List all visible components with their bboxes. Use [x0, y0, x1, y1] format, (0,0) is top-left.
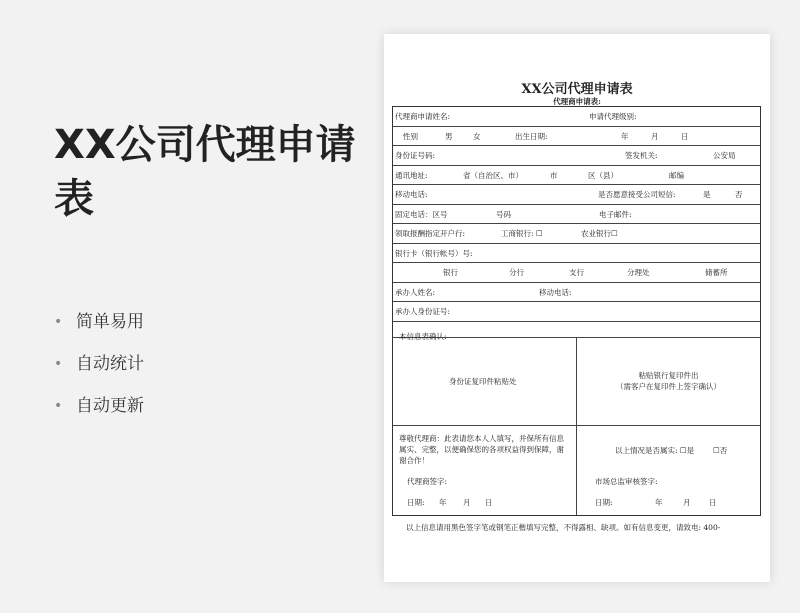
hero-title: XX公司代理申请表 — [54, 122, 356, 222]
bullet-icon: • — [54, 356, 63, 372]
form-row-landline: 固定电话：区号 号码 电子邮件: — [393, 205, 760, 225]
feature-list — [54, 308, 144, 434]
form-row-bank-pick: 领取报酬指定开户行: 工商银行: ☐ 农业银行☐ — [393, 224, 760, 244]
feature-item: • 自动统计 — [54, 350, 144, 392]
footer-note: 以上信息请用黑色签字笔或钢笔正楷填写完整，不得露相、缺项。如有信息变更，请致电: 400- — [406, 523, 721, 532]
form-row-mobile: 移动电话: 是否愿意接受公司短信: 是 否 — [393, 185, 760, 205]
form-row-handler-id: 承办人身份证号: — [393, 302, 760, 322]
bullet-icon: • — [54, 398, 63, 414]
supervisor-signature-block: 以上情况是否属实: ☐是 ☐否 市场总监审核签字: 日期: 年 月 日 — [595, 445, 728, 507]
document-title: XX公司代理申请表 — [521, 82, 633, 97]
form-row-confirm: 本信息表确认: — [393, 322, 760, 338]
agent-signature-block: 尊敬代理商：此表请您本人人填写，并保所有信息属实、完整，以便确保您的各项权益得到保障，谢谢合作！ 代理商签字: 日期: 年 月 日 — [393, 426, 577, 515]
attachment-area — [393, 338, 760, 426]
form-row-card: 银行卡（银行帐号）号: — [393, 244, 760, 264]
bullet-icon: • — [54, 314, 63, 330]
id-copy-area: 身份证复印件粘贴处 — [393, 338, 577, 425]
document-preview — [384, 34, 770, 582]
signature-area — [393, 426, 760, 515]
form-row-name: 代理商申请姓名: 申请代理级别: — [393, 107, 760, 127]
document-subtitle: 代理商申请表: — [553, 97, 601, 106]
application-form — [392, 106, 761, 516]
form-row-gender: 性别 男 女 出生日期: 年 月 日 — [393, 127, 760, 147]
feature-item: • 简单易用 — [54, 308, 144, 350]
form-row-address: 通讯地址: 省（自治区、市） 市 区（县） 邮编 — [393, 166, 760, 186]
form-row-id: 身份证号码: 签发机关: 公安局 — [393, 146, 760, 166]
form-row-handler: 承办人姓名: 移动电话: — [393, 283, 760, 303]
bank-copy-area: 粘贴银行复印件出 （需客户在复印件上签字确认） — [616, 370, 721, 391]
feature-item: • 自动更新 — [54, 392, 144, 434]
form-row-bank: 银行 分行 支行 分理处 储蓄所 — [393, 263, 760, 283]
